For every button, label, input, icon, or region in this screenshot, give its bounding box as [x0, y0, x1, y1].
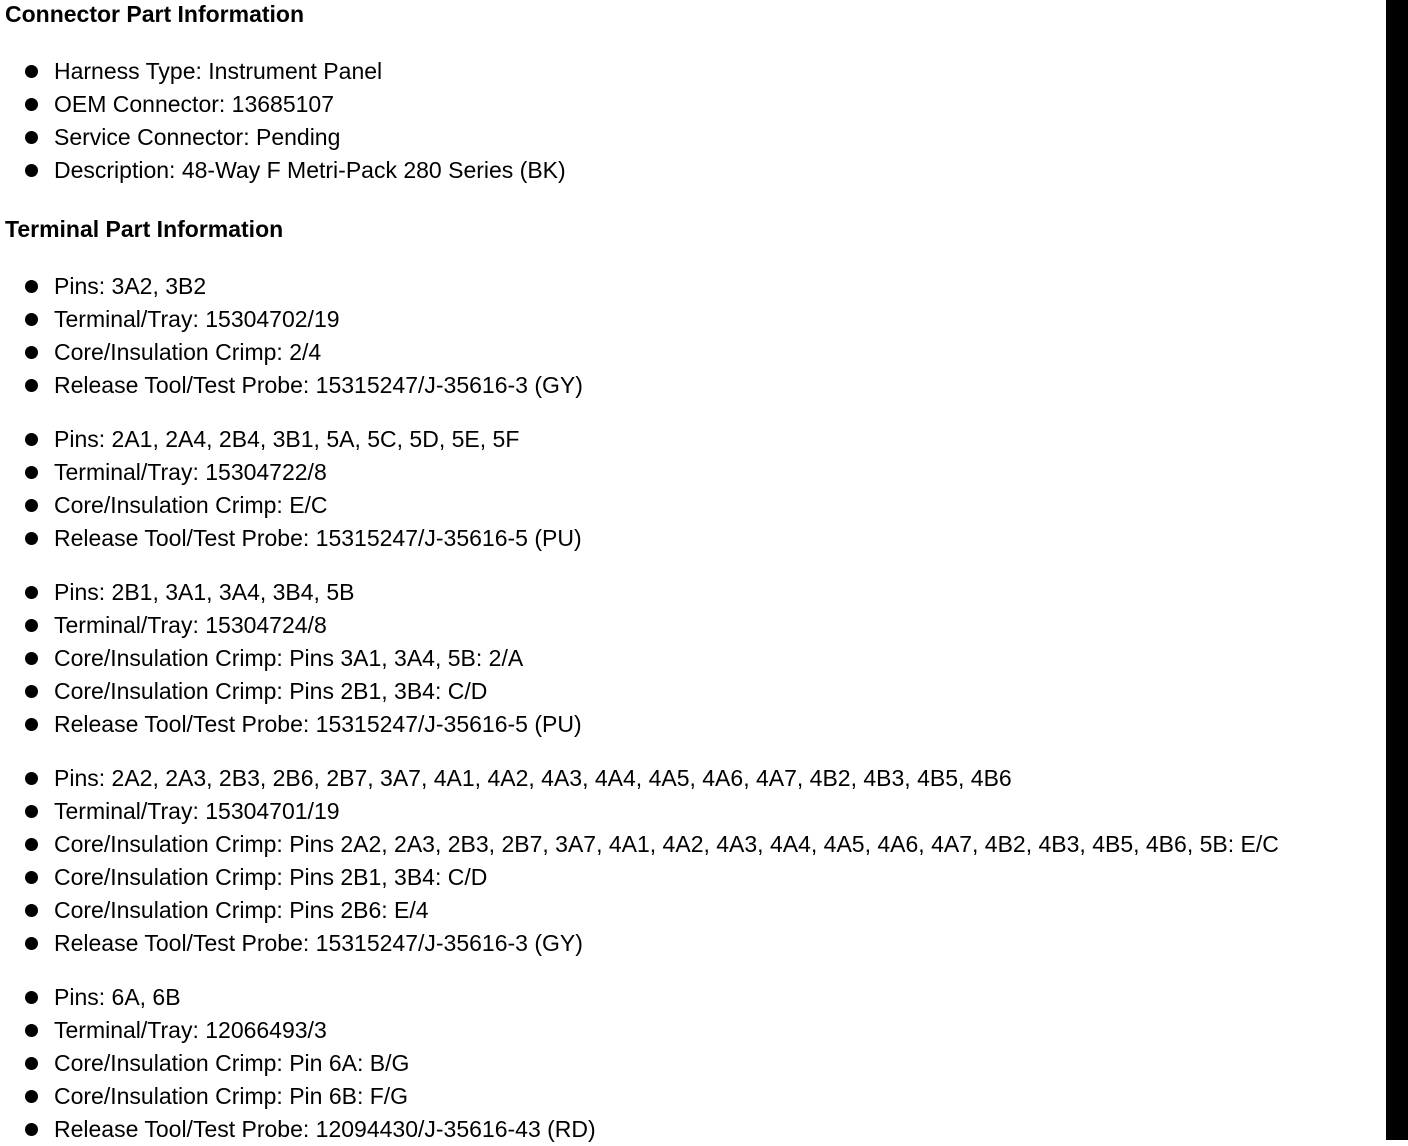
- bullet-icon: [25, 98, 38, 111]
- list-item: [5, 762, 1385, 795]
- list-item: [5, 336, 1385, 369]
- list-item: [5, 927, 1385, 960]
- list-item-text: Core/Insulation Crimp: Pin 6B: F/G: [54, 1083, 409, 1109]
- list-item-text: Pins: 2A1, 2A4, 2B4, 3B1, 5A, 5C, 5D, 5E, 5F: [54, 426, 520, 452]
- bullet-icon: [25, 685, 38, 698]
- bullet-icon: [25, 805, 38, 818]
- list-item-text: Release Tool/Test Probe: 15315247/J-35616-3 (GY): [54, 930, 583, 956]
- bullet-icon: [25, 532, 38, 545]
- list-item: [5, 1047, 1385, 1080]
- list-item-text: Core/Insulation Crimp: Pins 2A2, 2A3, 2B3, 2B7, 3A7, 4A1, 4A2, 4A3, 4A4, 4A5, 4A6, 4A7, 4B2, 4B3, 4B5, 4B6, 5B: E/C: [54, 831, 1279, 857]
- vertical-scrollbar[interactable]: [1386, 0, 1408, 1140]
- bullet-icon: [25, 838, 38, 851]
- list-item-text: Release Tool/Test Probe: 15315247/J-35616-5 (PU): [54, 711, 582, 737]
- list-item-text: Release Tool/Test Probe: 15315247/J-35616-3 (GY): [54, 372, 583, 398]
- list-item-text: Pins: 3A2, 3B2: [54, 273, 207, 299]
- list-item-text: Pins: 2A2, 2A3, 2B3, 2B6, 2B7, 3A7, 4A1, 4A2, 4A3, 4A4, 4A5, 4A6, 4A7, 4B2, 4B3, 4B5, 4B6: [54, 765, 1012, 791]
- list-item-text: Core/Insulation Crimp: E/C: [54, 492, 328, 518]
- list-item-text: Description: 48-Way F Metri-Pack 280 Series (BK): [54, 157, 566, 183]
- bullet-icon: [25, 586, 38, 599]
- list-item-text: Terminal/Tray: 12066493/3: [54, 1017, 327, 1043]
- list-item: [5, 423, 1385, 456]
- bullet-icon: [25, 313, 38, 326]
- bullet-icon: [25, 991, 38, 1004]
- list-item-text: Terminal/Tray: 15304701/19: [54, 798, 340, 824]
- terminal-group-4: [5, 762, 1385, 960]
- bullet-icon: [25, 1123, 38, 1136]
- list-item-text: Terminal/Tray: 15304702/19: [54, 306, 340, 332]
- list-item: [5, 88, 1385, 121]
- list-item-text: OEM Connector: 13685107: [54, 91, 335, 117]
- bullet-icon: [25, 937, 38, 950]
- list-item-text: Core/Insulation Crimp: Pins 2B1, 3B4: C/D: [54, 678, 488, 704]
- list-item: [5, 522, 1385, 555]
- list-item-text: Core/Insulation Crimp: Pins 2B6: E/4: [54, 897, 429, 923]
- list-item-text: Core/Insulation Crimp: Pins 2B1, 3B4: C/D: [54, 864, 488, 890]
- list-item-text: Terminal/Tray: 15304722/8: [54, 459, 327, 485]
- bullet-icon: [25, 164, 38, 177]
- list-item: [5, 609, 1385, 642]
- list-item: [5, 1113, 1385, 1146]
- list-item: [5, 456, 1385, 489]
- connector-part-heading: Connector Part Information: [5, 1, 305, 27]
- bullet-icon: [25, 904, 38, 917]
- bullet-icon: [25, 1090, 38, 1103]
- list-item-text: Core/Insulation Crimp: 2/4: [54, 339, 322, 365]
- bullet-icon: [25, 1024, 38, 1037]
- list-item: [5, 369, 1385, 402]
- bullet-icon: [25, 346, 38, 359]
- bullet-icon: [25, 871, 38, 884]
- list-item: [5, 828, 1385, 861]
- list-item-text: Harness Type: Instrument Panel: [54, 58, 383, 84]
- bullet-icon: [25, 280, 38, 293]
- list-item: [5, 576, 1385, 609]
- list-item: [5, 894, 1385, 927]
- bullet-icon: [25, 652, 38, 665]
- bullet-icon: [25, 619, 38, 632]
- list-item-text: Pins: 2B1, 3A1, 3A4, 3B4, 5B: [54, 579, 355, 605]
- terminal-part-heading: Terminal Part Information: [5, 216, 284, 242]
- list-item-text: Terminal/Tray: 15304724/8: [54, 612, 327, 638]
- list-item: [5, 981, 1385, 1014]
- list-item-text: Core/Insulation Crimp: Pin 6A: B/G: [54, 1050, 410, 1076]
- list-item-text: Core/Insulation Crimp: Pins 3A1, 3A4, 5B: 2/A: [54, 645, 524, 671]
- list-item: [5, 642, 1385, 675]
- document-content: [5, 0, 1385, 1146]
- list-item: [5, 861, 1385, 894]
- list-item-text: Release Tool/Test Probe: 15315247/J-35616-5 (PU): [54, 525, 582, 551]
- bullet-icon: [25, 65, 38, 78]
- list-item-text: Pins: 6A, 6B: [54, 984, 181, 1010]
- list-item: [5, 1080, 1385, 1113]
- list-item: [5, 270, 1385, 303]
- bullet-icon: [25, 499, 38, 512]
- list-item: [5, 154, 1385, 187]
- terminal-group-5: [5, 981, 1385, 1146]
- terminal-group-2: [5, 423, 1385, 555]
- list-item: [5, 489, 1385, 522]
- bullet-icon: [25, 1057, 38, 1070]
- list-item: [5, 121, 1385, 154]
- list-item: [5, 1014, 1385, 1047]
- list-item: [5, 55, 1385, 88]
- bullet-icon: [25, 772, 38, 785]
- list-item: [5, 795, 1385, 828]
- list-item-text: Service Connector: Pending: [54, 124, 341, 150]
- terminal-group-1: [5, 270, 1385, 402]
- list-item-text: Release Tool/Test Probe: 12094430/J-35616-43 (RD): [54, 1116, 596, 1142]
- bullet-icon: [25, 379, 38, 392]
- list-item: [5, 708, 1385, 741]
- list-item: [5, 675, 1385, 708]
- bullet-icon: [25, 718, 38, 731]
- connector-info-list: [5, 55, 1385, 187]
- bullet-icon: [25, 466, 38, 479]
- bullet-icon: [25, 433, 38, 446]
- terminal-group-3: [5, 576, 1385, 741]
- list-item: [5, 303, 1385, 336]
- bullet-icon: [25, 131, 38, 144]
